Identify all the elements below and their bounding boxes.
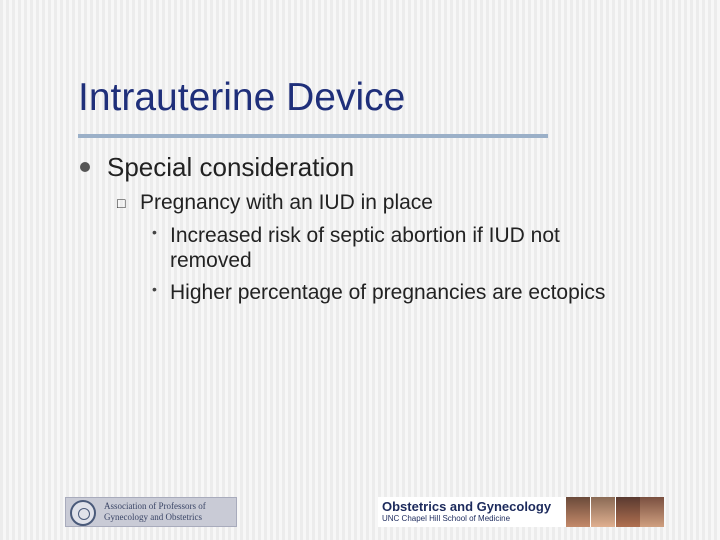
photo-icon bbox=[591, 497, 615, 527]
apgo-logo bbox=[65, 497, 237, 527]
bullet-level-3-line: removed bbox=[170, 249, 252, 272]
logo-title: Obstetrics and Gynecology bbox=[382, 499, 552, 514]
logo-subtitle: UNC Chapel Hill School of Medicine bbox=[382, 514, 511, 523]
photo-icon bbox=[616, 497, 640, 527]
bullet-small-dot-icon: • bbox=[152, 281, 157, 297]
title-underline bbox=[78, 134, 548, 138]
bullet-level-3-line: Higher percentage of pregnancies are ectopics bbox=[170, 281, 606, 304]
bullet-level-1: Special consideration bbox=[107, 152, 355, 182]
bullet-small-dot-icon: • bbox=[152, 224, 157, 240]
bullet-level-3-line: Increased risk of septic abortion if IUD not bbox=[170, 224, 560, 247]
slide-title: Intrauterine Device bbox=[78, 76, 406, 119]
bullet-level-2: Pregnancy with an IUD in place bbox=[140, 191, 433, 214]
logo-text: Association of Professors of Gynecology and Obstetrics bbox=[104, 501, 206, 522]
photo-icon bbox=[566, 497, 590, 527]
unc-obgyn-logo bbox=[378, 497, 664, 527]
bullet-square-icon: □ bbox=[117, 195, 126, 211]
photo-icon bbox=[640, 497, 664, 527]
bullet-dot-icon bbox=[80, 162, 90, 172]
seal-icon bbox=[70, 500, 96, 526]
